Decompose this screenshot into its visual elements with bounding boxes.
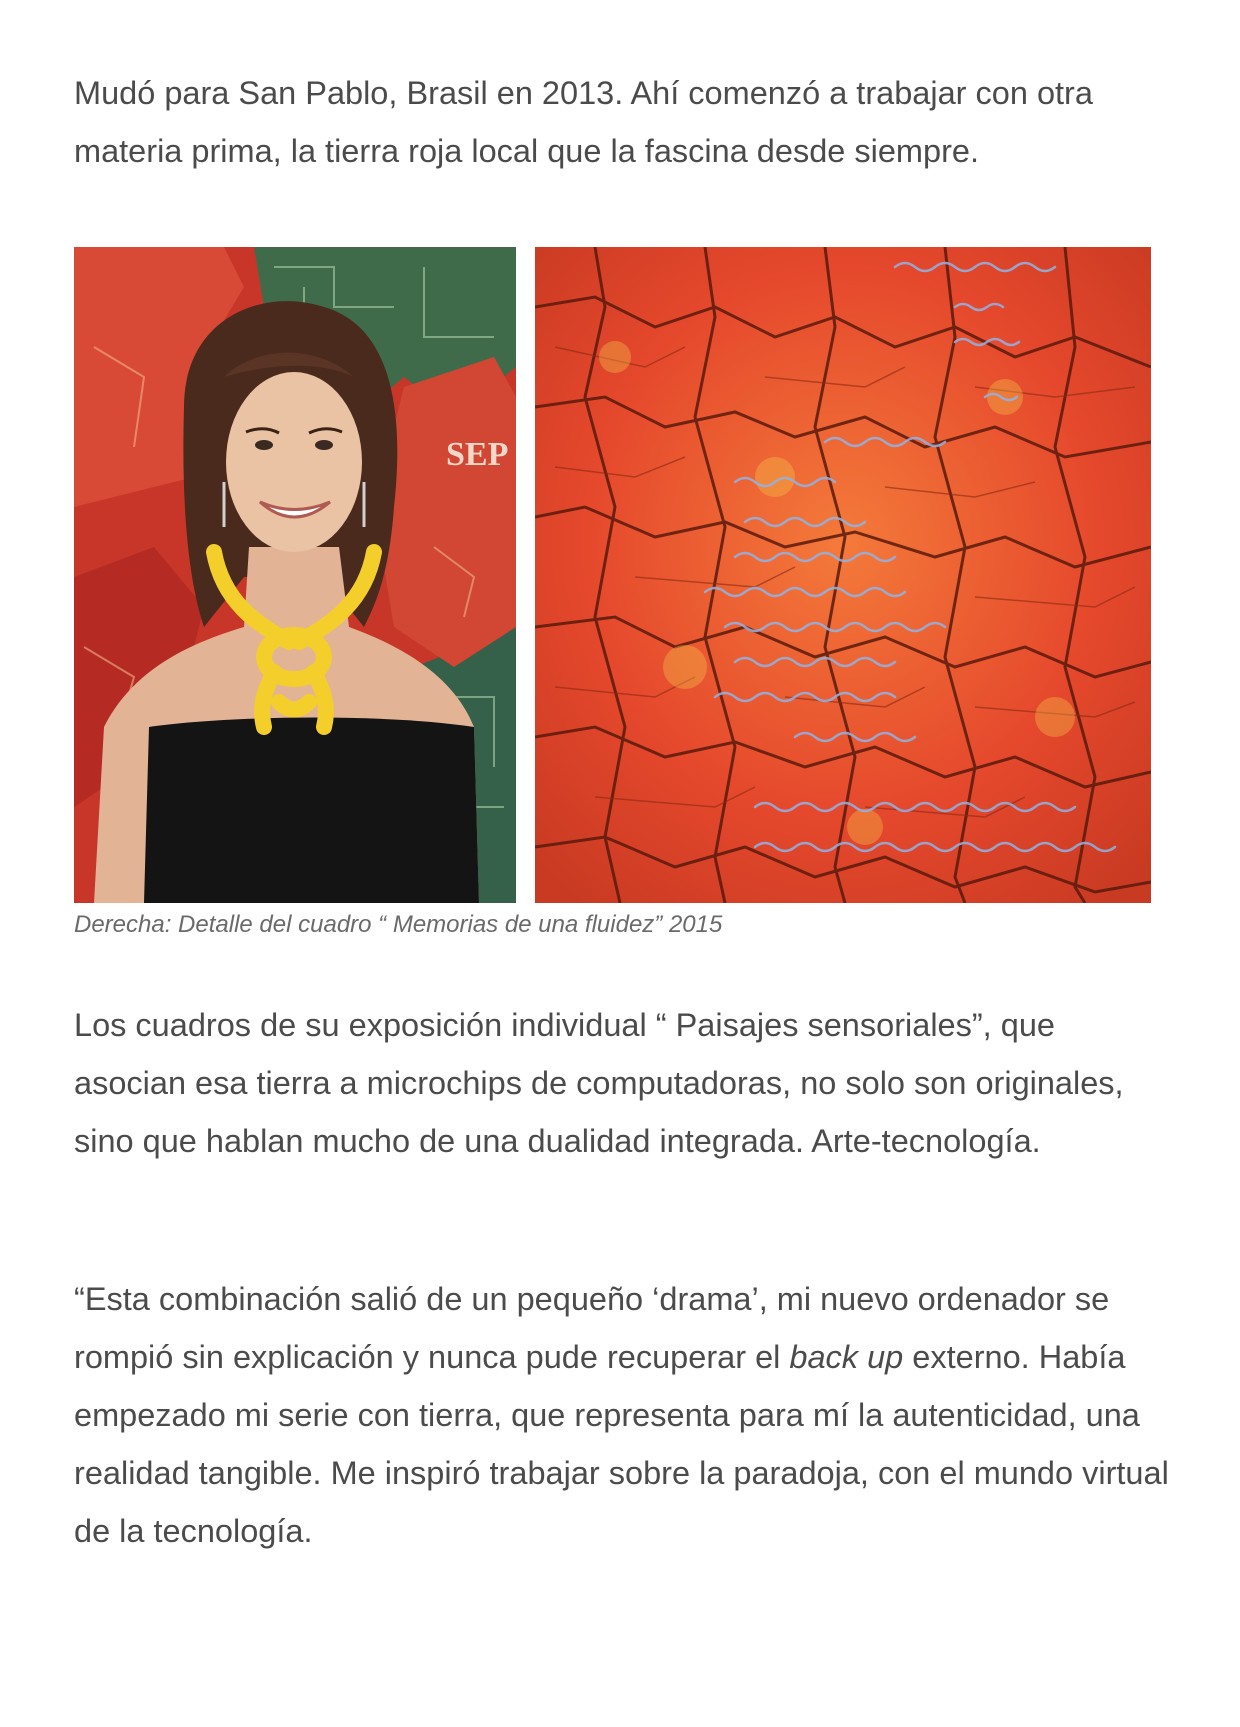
artwork-detail-photo (535, 247, 1151, 903)
paragraph-quote (74, 1270, 1174, 1560)
image-caption: Derecha: Detalle del cuadro “ Memorias de una fluidez” 2015 (74, 911, 723, 938)
cracked-earth-image (535, 247, 1151, 903)
quote-emphasis: back up (789, 1339, 904, 1375)
artwork-letters: SEP (446, 436, 509, 473)
quote-text-start: “Esta combinación salió de un pequeño ‘drama’, mi nuevo ordenador se rompió sin explicación y nunca pude recuperar el (74, 1281, 1110, 1375)
portrait-image (74, 247, 516, 903)
quote-text-end: externo. Había empezado mi serie con tierra, que representa para mí la autenticidad, una realidad tangible. Me inspiró trabajar sobre la paradoja, con el mundo virtual de la tecnología. (74, 1339, 1169, 1549)
paragraph-intro: Mudó para San Pablo, Brasil en 2013. Ahí comenzó a trabajar con otra materia prima, la tierra roja local que la fascina desde siempre. (74, 75, 1093, 169)
portrait-photo (74, 247, 516, 903)
paragraph-exhibition: Los cuadros de su exposición individual “ Paisajes sensoriales”, que asocian esa tierra a microchips de computadoras, no solo son originales, sino que hablan mucho de una dualidad integrada. Arte-tecnología. (74, 1007, 1124, 1159)
